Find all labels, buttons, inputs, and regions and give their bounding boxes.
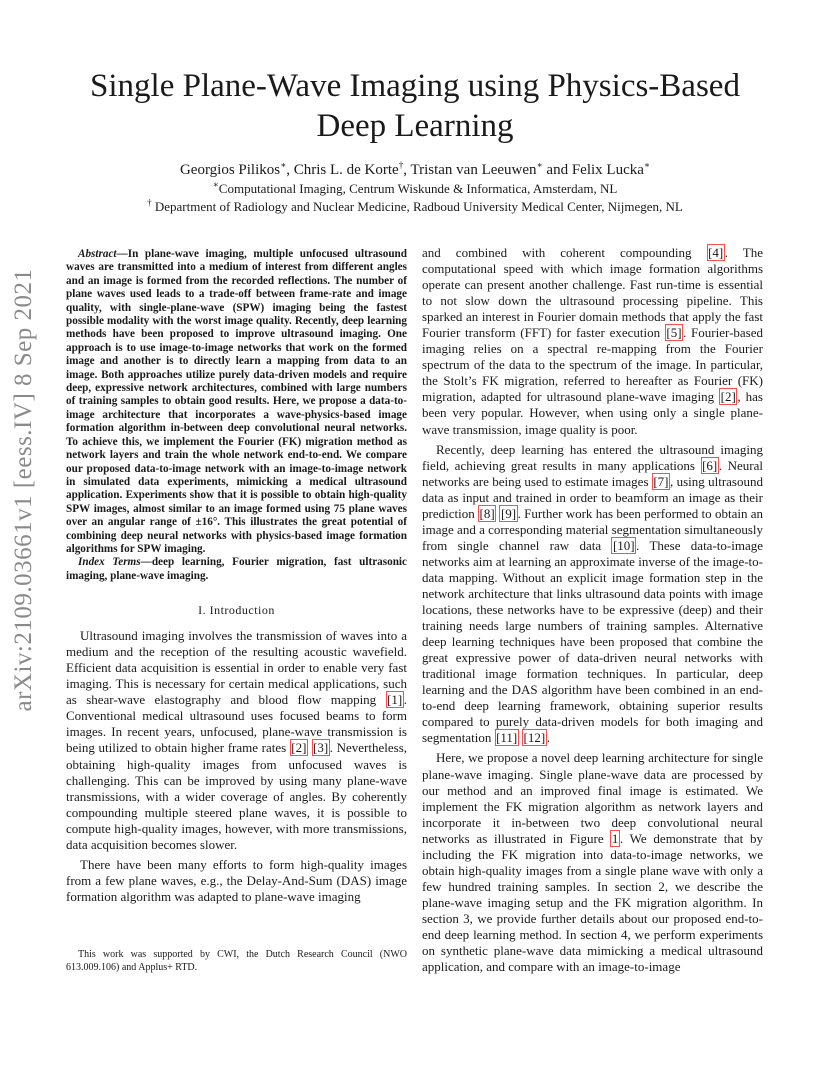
paragraph-text: and combined with coherent compounding [422,245,707,260]
paragraph-text: Ultrasound imaging involves the transmission of waves into a medium and the reception of the resulting acoustic wavefield. Efficient data acquisition is essential in order to enable very fast imaging. This is necessary for certain medical applications, such as shear-wave elastography and blood flow mapping [66,628,407,708]
paper-title [70,66,760,146]
author-separator: and [542,162,572,178]
citation-link[interactable]: [6] [702,457,718,473]
author-list [70,162,760,179]
paragraph: There have been many efforts to form high-quality images from a few plane waves, e.g., the Delay-And-Sum (DAS) image formation algorithm was adapted to plane-wave imaging [66,856,407,904]
author-mark: ∗ [280,160,287,170]
left-column [66,248,407,905]
index-terms [66,556,407,583]
citation-link[interactable]: [5] [666,325,682,341]
paragraph-text: . Further work has been performed to obtain an image and a corresponding material segmentation simultaneously from single channel raw data [422,505,763,553]
index-terms-dash: — [140,556,152,569]
author-separator: , [286,162,294,178]
author-name: Georgios Pilikos [179,162,281,178]
citation-link[interactable]: [9] [500,505,517,521]
author-mark: ∗ [643,160,651,170]
section-heading: I. Introduction [198,603,275,618]
paragraph [66,628,407,853]
citation-link[interactable]: [7] [653,473,669,489]
footnote: This work was supported by CWI, the Dutch Research Council (NWO 613.009.106) and Applus+ RTD. [66,949,407,973]
title-line-2: Deep Learning [316,108,514,144]
paragraph-text: Recently, deep learning has entered the ultrasound imaging field, achieving great results in many applications [422,441,763,473]
author-name: Felix Lucka [571,162,644,178]
paragraph-text: . Nevertheless, obtaining high-quality images from unfocused waves is challenging. This can be improved by using many plane-wave transmissions, with a wider coverage of angles. By coherently compounding multiple steered plane waves, it is possible to compute high-quality images, however, with more transmissions, data acquisition becomes slower. [66,740,407,852]
paragraph-text: . Neural networks are being used to estimate images [422,457,763,489]
paragraph-text: Here, we propose a novel deep learning architecture for single plane-wave imaging. Single plane-wave data are processed by our method and an improved final image is estimated. We implement the FK migration algorithm as network layers and incorporate it in-between two deep convolutional neural networks as illustrated in Figure [422,750,763,846]
author-separator: , [403,162,411,178]
citation-link[interactable]: [3] [313,740,329,756]
index-terms-text: deep learning, Fourier migration, fast ultrasonic imaging, plane-wave imaging. [66,556,408,582]
affiliation-2 [70,199,760,215]
author-name: Tristan van Leeuwen [410,162,537,178]
citation-link[interactable]: [12] [523,730,546,746]
abstract-lead: Abstract [78,248,117,260]
paragraph [422,442,763,747]
affiliation-text: Department of Radiology and Nuclear Medicine, Radboud University Medical Center, Nijmegen, NL [151,199,683,214]
affiliation-1 [70,181,760,197]
citation-link[interactable]: [10] [612,537,635,553]
author-mark: † [398,160,404,170]
index-terms-lead: Index Terms [78,556,141,569]
figure-link[interactable]: 1 [611,830,619,846]
paragraph-text: . Conventional medical ultrasound uses focused beams to form images. In recent years, unfocused, plane-wave transmission is being utilized to obtain higher frame rates [66,692,407,756]
abstract [66,248,407,556]
abstract-text: In plane-wave imaging, multiple unfocused ultrasound waves are transmitted into a medium of interest from different angles and an image is formed from the recorded reflections. The number of plane waves used leads to a trade-off between frame-rate and image quality, with single-plane-wave (SPW) imaging being the fastest possible modality with the worst image quality. Recently, deep learning methods have been proposed to improve ultrasound imaging. One approach is to use image-to-image networks that work on the formed image and another is to directly learn a mapping from data to an image. Both approaches utilize purely data-driven models and require deep, expressive network architectures, combined with large numbers of training samples to obtain good results. Here, we propose a data-to-image architecture that incorporates a wave-physics-based image formation algorithm in-between deep convolutional neural networks. To achieve this, we implement the Fourier (FK) migration method as network layers and train the whole network end-to-end. We compare our proposed data-to-image network with an image-to-image network in simulated data experiments, mimicking a medical ultrasound application. Experiments show that it is possible to obtain high-quality SPW images, almost similar to an image formed using 75 plane waves over an angular range of ±16°. This illustrates the great potential of combining deep neural networks with physics-based image formation algorithms for SPW imaging. [66,248,407,555]
citation-link[interactable]: [1] [387,692,403,708]
paragraph-text: . We demonstrate that by including the FK migration into data-to-image networks, we obtain high-quality images from a single plane wave with only a few hundred training samples. In section 2, we describe the plane-wave imaging setup and the FK migration algorithm. In section 3, we provide further details about our proposed end-to-end deep learning method. In section 4, we perform experiments on synthetic plane-wave data mimicking a medical ultrasound application, and compare with an image-to-image [422,830,763,975]
paragraph [422,750,763,975]
affiliation-text: Computational Imaging, Centrum Wiskunde & Informatica, Amsterdam, NL [218,181,618,196]
paragraph-text: . The computational speed with which image formation algorithms operate can present another challenge. Fast run-time is essential to not slow down the ultrasound processing pipeline. This sparked an interest in Fourier domain methods that apply the fast Fourier transform (FFT) for faster execution [422,245,763,341]
title-line-1: Single Plane-Wave Imaging using Physics-Based [90,68,740,104]
citation-link[interactable]: [2] [291,740,307,756]
citation-link[interactable]: [8] [479,505,495,521]
paragraph-text: , has been very popular. However, when using only a single plane-wave transmission, image quality is poor. [422,389,763,437]
affiliation-mark: ∗ [212,179,219,190]
author-mark: ∗ [536,160,543,170]
right-column [422,245,763,975]
paragraph [422,245,763,438]
paragraph-text: . These data-to-image networks aim at learning an approximate inverse of the image-to-data mapping. Without an explicit image formation step in the network architecture that links ultrasound data points with image locations, these networks have to be expressive (deep) and their training needs large numbers of training samples. Alternative deep learning techniques have been proposed that combine the great expressive power of data-driven neural networks with traditional image formation techniques. In particular, deep learning and the DAS algorithm have been combined in an end-to-end deep learning framework, obtaining superior results compared to purely data-driven models for both imaging and segmentation [422,537,763,746]
citation-link[interactable]: [2] [720,389,736,405]
arxiv-identifier: arXiv:2109.03661v1 [eess.IV] 8 Sep 2021 [10,268,37,712]
author-name: Chris L. de Korte [293,162,399,178]
abstract-dash: — [116,248,128,260]
paragraph-text: , using ultrasound data as input and trained in order to beamform an image as their prediction [422,473,763,521]
citation-link[interactable]: [11] [496,730,518,746]
citation-link[interactable]: [4] [708,245,724,260]
paragraph-text: . Fourier-based imaging relies on a spectral re-mapping from the Fourier spectrum of the data to the spectrum of the image. In particular, the Stolt’s FK migration, referred to hereafter as Fourier (FK) migration, adapted for ultrasound plane-wave imaging [422,325,763,405]
affiliation-mark: † [147,197,152,208]
paragraph-text: . [546,730,550,746]
